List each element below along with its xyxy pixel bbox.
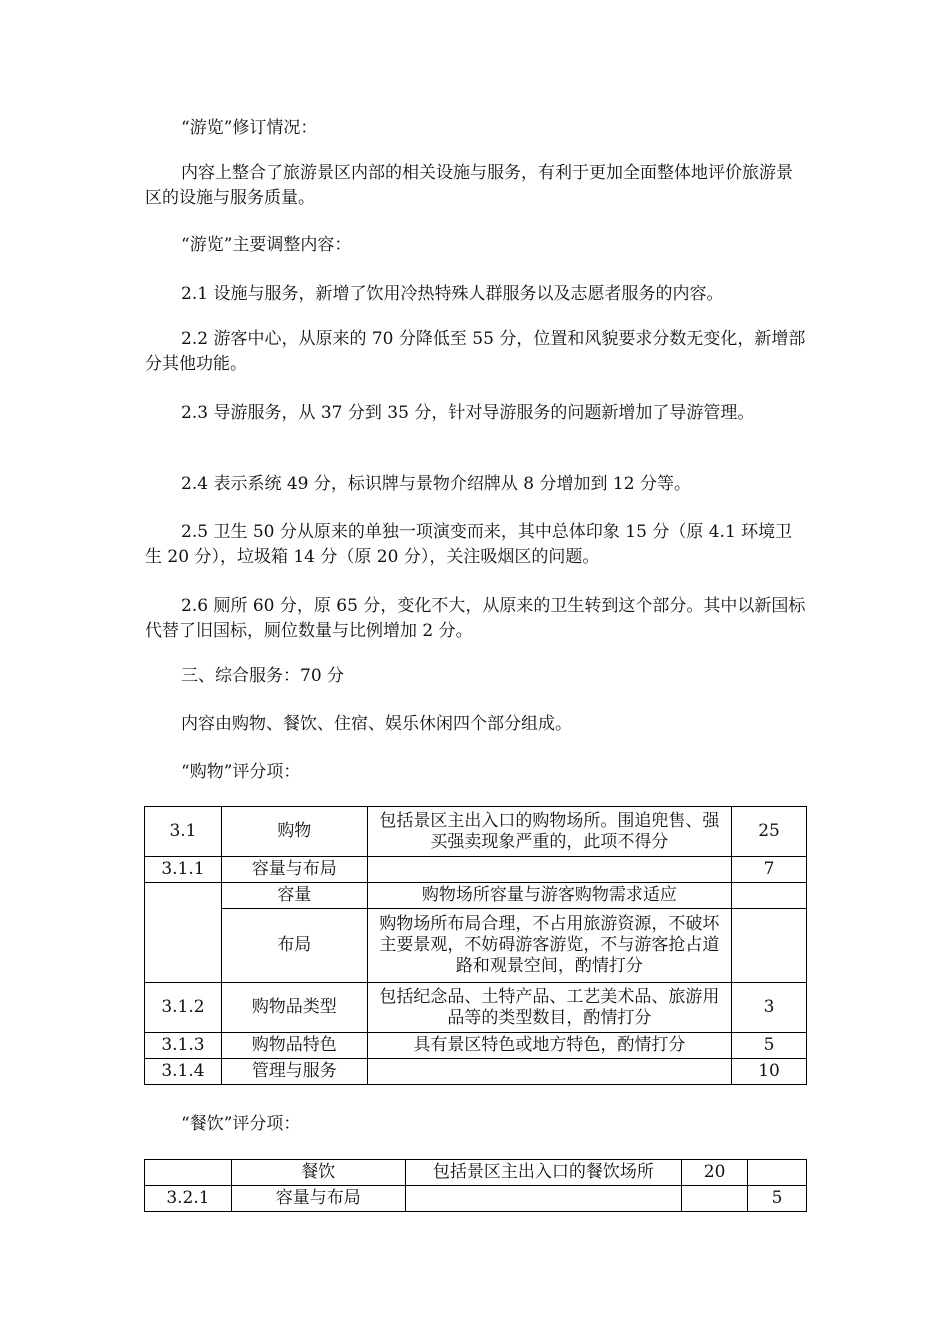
- item-extra-cell: [748, 1160, 807, 1186]
- item-code-cell: 3.1.1: [145, 857, 222, 883]
- item-code-cell: 3.1: [145, 807, 222, 857]
- item-code-cell-empty: [145, 883, 222, 983]
- item-score-cell: [732, 909, 807, 983]
- item-description-cell: [367, 857, 731, 883]
- table-row: [145, 909, 807, 983]
- item-code-cell: 3.1.4: [145, 1059, 222, 1085]
- item-description-cell: 包括景区主出入口的餐饮场所: [405, 1160, 682, 1186]
- table-row: [145, 1160, 807, 1186]
- item-description-cell: 包括纪念品、土特产品、工艺美术品、旅游用品等的类型数目，酌情打分: [367, 983, 731, 1033]
- item-code-cell: 3.1.2: [145, 983, 222, 1033]
- item-code-cell: [145, 1160, 232, 1186]
- paragraph-comprehensive-service-body: 内容由购物、餐饮、住宿、娱乐休闲四个部分组成。: [181, 714, 572, 734]
- item-score-cell: [732, 883, 807, 909]
- table-row: [145, 1186, 807, 1212]
- table-row: [145, 1059, 807, 1085]
- table-row: [145, 1033, 807, 1059]
- item-name-cell: 购物品特色: [221, 1033, 367, 1059]
- item-description-cell: 购物场所布局合理，不占用旅游资源，不破坏主要景观，不妨碍游客游览，不与游客抢占道路和观景空间，酌情打分: [367, 909, 731, 983]
- dining-score-table: [144, 1159, 807, 1212]
- paragraph-shopping-heading: “购物”评分项：: [181, 762, 301, 782]
- table-row: [145, 983, 807, 1033]
- paragraph-tour-revision-heading: “游览”修订情况：: [181, 118, 318, 138]
- item-score-cell: 5: [732, 1033, 807, 1059]
- paragraph-item-2-3: 2.3 导游服务，从 37 分到 35 分，针对导游服务的问题新增加了导游管理。: [181, 403, 755, 423]
- paragraph-item-2-5: 2.5 卫生 50 分从原来的单独一项演变而来，其中总体印象 15 分（原 4.1 环境卫生 20 分），垃圾箱 14 分（原 20 分），关注吸烟区的问题。: [145, 522, 793, 567]
- item-description-cell: 购物场所容量与游客购物需求适应: [367, 883, 731, 909]
- item-code-cell: 3.1.3: [145, 1033, 222, 1059]
- paragraph-tour-adjustment-heading: “游览”主要调整内容：: [181, 235, 352, 255]
- item-description-cell: [367, 1059, 731, 1085]
- item-name-cell: 容量与布局: [221, 857, 367, 883]
- section-heading-comprehensive-service: 三、综合服务：70 分: [181, 666, 345, 686]
- item-description-cell: 包括景区主出入口的购物场所。围追兜售、强买强卖现象严重的，此项不得分: [367, 807, 731, 857]
- item-name-cell: 布局: [221, 909, 367, 983]
- paragraph-item-2-6: 2.6 厕所 60 分，原 65 分，变化不大，从原来的卫生转到这个部分。其中以新国标代替了旧国标，厕位数量与比例增加 2 分。: [145, 596, 806, 641]
- item-score-cell: 3: [732, 983, 807, 1033]
- item-description-cell: 具有景区特色或地方特色，酌情打分: [367, 1033, 731, 1059]
- item-name-cell: 容量与布局: [231, 1186, 405, 1212]
- paragraph-tour-revision-body: 内容上整合了旅游景区内部的相关设施与服务，有利于更加全面整体地评价旅游景区的设施与服务质量。: [145, 163, 793, 208]
- table-row: [145, 883, 807, 909]
- item-score-cell: [682, 1186, 748, 1212]
- item-score-cell: 25: [732, 807, 807, 857]
- paragraph-item-2-4: 2.4 表示系统 49 分，标识牌与景物介绍牌从 8 分增加到 12 分等。: [181, 474, 691, 494]
- item-score-cell: 20: [682, 1160, 748, 1186]
- item-code-cell: 3.2.1: [145, 1186, 232, 1212]
- paragraph-item-2-2: 2.2 游客中心，从原来的 70 分降低至 55 分，位置和风貌要求分数无变化，新增部分其他功能。: [145, 329, 806, 374]
- item-name-cell: 容量: [221, 883, 367, 909]
- item-score-cell: 10: [732, 1059, 807, 1085]
- item-extra-cell: 5: [748, 1186, 807, 1212]
- item-description-cell: [405, 1186, 682, 1212]
- paragraph-dining-heading: “餐饮”评分项：: [181, 1114, 301, 1134]
- shopping-score-table: [144, 806, 807, 1085]
- item-name-cell: 管理与服务: [221, 1059, 367, 1085]
- table-row: [145, 857, 807, 883]
- table-row: [145, 807, 807, 857]
- paragraph-item-2-1: 2.1 设施与服务，新增了饮用冷热特殊人群服务以及志愿者服务的内容。: [181, 284, 724, 304]
- item-name-cell: 餐饮: [231, 1160, 405, 1186]
- item-name-cell: 购物品类型: [221, 983, 367, 1033]
- item-score-cell: 7: [732, 857, 807, 883]
- item-name-cell: 购物: [221, 807, 367, 857]
